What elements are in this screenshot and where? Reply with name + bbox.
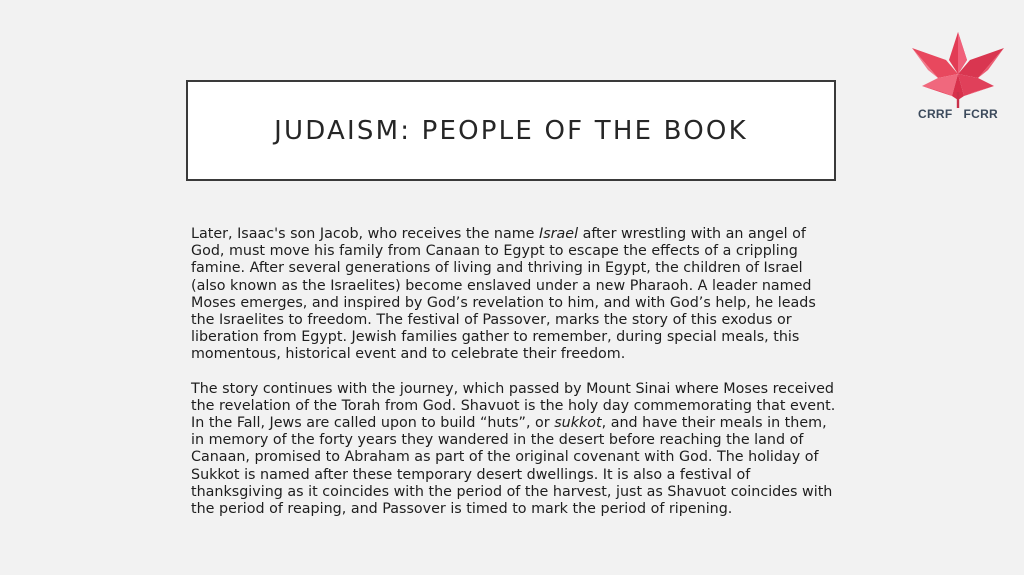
paragraph-2-text-b: , and have their meals in them, in memory of the forty years they wandered in the desert before reaching the land of Canaan, promised to Abraham as part of the original covenant with God. The holiday of Sukkot is named after these temporary desert dwellings. It is also a festival of thanksgiving as it coincides with the period of the harvest, just as Shavuot coincides with the period of reaping, and Passover is timed to mark the period of ripening. [191, 415, 833, 518]
paragraph-1-text-b: after wrestling with an angel of God, must move his family from Canaan to Egypt to escape the effects of a crippling famine. After several generations of living and thriving in Egypt, the children of Israel (also known as the Israelites) become enslaved under a new Pharaoh. A leader named Moses emerges, and inspired by God’s revelation to him, and with God’s help, he leads the Israelites to freedom. The festival of Passover, marks the story of this exodus or liberation from Egypt. Jewish families gather to remember, during special meals, this momentous, historical event and to celebrate their freedom. [191, 226, 816, 363]
paragraph-1-text-a: Later, Isaac's son Jacob, who receives the name [191, 226, 539, 242]
paragraph-2-italic-sukkot: sukkot [554, 415, 602, 432]
paragraph-2-text-a: The story continues with the journey, which passed by Mount Sinai where Moses received the revelation of the Torah from God. Shavuot is the holy day commemorating that event. In the Fall, Jews are called upon to build “huts”, or [191, 380, 836, 432]
title-box [186, 80, 836, 181]
paragraph-jacob [191, 226, 841, 364]
paragraph-1-italic-israel: Israel [539, 226, 579, 242]
logo-text-crrf: CRRF [918, 107, 953, 121]
logo-text-fcrr: FCRR [963, 107, 998, 121]
logo-text [908, 107, 1008, 121]
paragraph-sinai [191, 381, 841, 519]
page-title: JUDAISM: PEOPLE OF THE BOOK [274, 115, 748, 146]
crrf-logo [908, 30, 1008, 126]
maple-leaf-icon [908, 30, 1008, 110]
body-content [191, 226, 841, 535]
